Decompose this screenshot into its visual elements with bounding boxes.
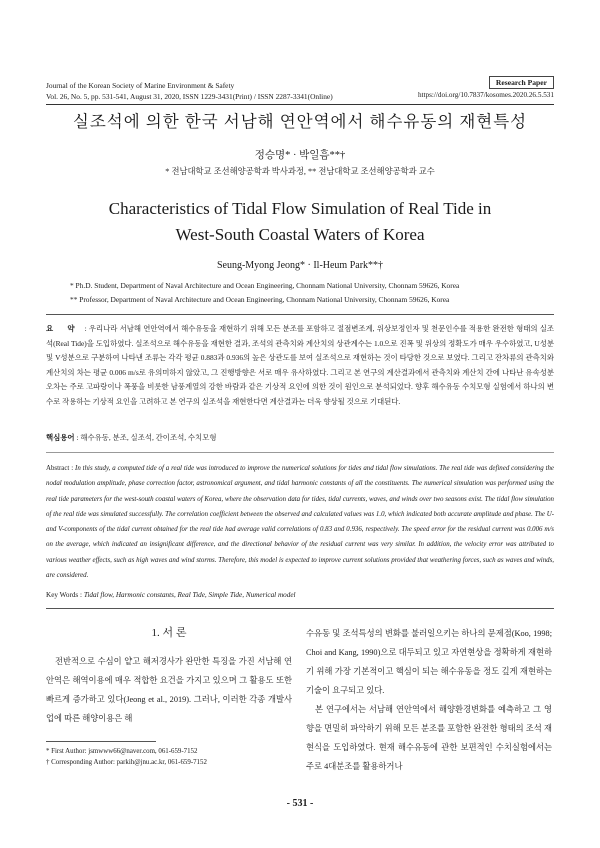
english-title [0, 196, 600, 248]
journal-volume: Vol. 26, No. 5, pp. 531-541, August 31, 2020, ISSN 1229-3431(Print) / ISSN 2287-3341(Online) [46, 92, 333, 101]
footnotes [46, 746, 207, 768]
body-column-left [46, 624, 292, 728]
english-keywords-text: Tidal flow, Harmonic constants, Real Tide, Simple Tide, Numerical model [83, 591, 296, 599]
korean-abstract-label: 요 약 [46, 324, 81, 333]
doi-link[interactable]: https://doi.org/10.7837/kosomes.2020.26.5.531 [417, 91, 554, 99]
section-heading: 1. 서 론 [151, 627, 187, 639]
body-paragraph: 본 연구에서는 서남해 연안역에서 해양환경변화를 예측하고 그 영향을 면밀히 파악하기 위해 모든 분조를 포함한 완전한 형태의 조석 재현식을 도입하였다. 현재 해수유동에 관한 보편적인 수치실험에서는 주로 4대분조를 활용하거나 [306, 705, 552, 771]
korean-abstract-text: : 우리나라 서남해 연안역에서 해수유동을 재현하기 위해 모든 분조를 포함하고 절점변조계, 위상보정인자 및 천문인수를 적용한 완전한 형태의 실조석(Real Tide)을 도입하였다. 실조석으로 해수유동을 재현한 결과, 조석의 관측치와 계산치의 상관계수는 1.0으로 진폭 및 위상의 정확도가 매우 우수하였고, U성분 및 V성분으로 구분하여 나타낸 조류는 각각 평균 0.883과 0.936의 높은 상관도를 보여 실조석으로 재현하는 것이 타당한 것으로 보였다. 그리고 잔차류의 관측치와 계산치의 차는 평균 0.006 m/s로 유의미하지 않았고, 그 진행방향은 서로 매우 유사하였다. 그리고 본 연구의 계산결과에서 관측치와 계산치 간에 나타난 유속성분 오차는 주로 고파랑이나 폭풍을 비롯한 남풍계열의 강한 바람과 같은 기상적 요인에 의한 것이 원인으로 분석되었다. 향후 해수유동 수치모형 실험에서 하나의 변수로 작용하는 기상적 요인을 고려하고 본 연구의 실조석을 재현한다면 계산결과는 더욱 향상될 것으로 기대된다. [46, 324, 554, 406]
keywords-rule [46, 452, 554, 453]
header-rule [46, 104, 554, 105]
article-type-badge: Research Paper [489, 76, 554, 89]
korean-abstract [46, 322, 554, 410]
section-rule [46, 314, 554, 315]
footnote-first-author: * First Author: jsmwww66@naver.com, 061-659-7152 [46, 748, 198, 755]
korean-keywords [46, 432, 554, 443]
abstract-end-rule [46, 608, 554, 609]
footnote-rule [46, 741, 156, 742]
body-paragraph: 전반적으로 수심이 얕고 해저경사가 완만한 특징을 가진 서남해 연안역은 해역이용에 매우 적합한 요건을 가지고 있으며 그 활용도 또한 빠르게 증가하고 있다(Jeong et al., 2019). 그러나, 이러한 각종 개발사업에 따른 해양이용은 해 [46, 657, 292, 723]
body-column-right [306, 624, 552, 776]
english-keywords-label: Key Words : [46, 591, 83, 599]
english-abstract-text: In this study, a computed tide of a real tide was introduced to improve the numerical solutions for tides and tidal flow simulations. The real tide was defined considering the nodal modulation amplitude, phase correction factor, astronomical argument, and tidal harmonic constants of all the constituents. The numerical simulation was performed using the real tide parameters for the west-south coastal waters of Korea, where the observation data for tides, tidal currents, waves, and winds over two seasons exist. The tidal flow simulation of the real tide was simulated successfully. The correlation coefficient between the observed and calculated values was 1.0, which indicated both accurate amplitude and phase. The U- and V-components of the tidal current obtained for the real tide had average valid correlations of 0.83 and 0.936, respectively. The speed error for the residual current was 0.006 m/s on the average, which indicated an insignificant difference, and the directional behavior of the residual current was very similar. In addition, the velocity error was attributed to various weather effects, such as high waves and wind storms. Therefore, this model is expected to improve current solutions provided that weathering forces, such as waves and winds, are considered. [46, 465, 554, 580]
english-abstract-label: Abstract : [46, 465, 74, 472]
body-paragraph: 수유동 및 조석특성의 변화를 불러일으키는 하나의 문제점(Koo, 1998; Choi and Kang, 1990)으로 대두되고 있고 자연현상을 정확하게 재현하기 위해 가장 기본적이고 핵심이 되는 해수유동을 정도 깊게 재현하는 기술이 요구되고 있다. [306, 629, 552, 695]
korean-keywords-label: 핵심용어 [46, 433, 75, 442]
korean-affiliation: * 전남대학교 조선해양공학과 박사과정, ** 전남대학교 조선해양공학과 교수 [165, 167, 435, 176]
english-authors: Seung-Myong Jeong* · Il-Heum Park**† [216, 260, 384, 271]
english-affiliations [70, 279, 554, 307]
korean-keywords-text: : 해수유동, 분조, 실조석, 간이조석, 수치모형 [76, 433, 217, 442]
english-abstract [46, 461, 554, 583]
english-keywords [46, 591, 554, 599]
english-title-line1: Characteristics of Tidal Flow Simulation of Real Tide in [108, 199, 492, 218]
korean-title: 실조석에 의한 한국 서남해 연안역에서 해수유동의 재현특성 [72, 112, 528, 131]
journal-name: Journal of the Korean Society of Marine Environment & Safety [46, 81, 235, 90]
korean-authors: 정승명* · 박일흠**† [254, 150, 346, 161]
journal-info [46, 80, 333, 102]
page-number: - 531 - [286, 798, 314, 809]
affiliation-professor: ** Professor, Department of Naval Architecture and Ocean Engineering, Chonnam National University, Chonnam 59626, Korea [70, 295, 450, 304]
affiliation-student: * Ph.D. Student, Department of Naval Architecture and Ocean Engineering, Chonnam National University, Chonnam 59626, Korea [70, 281, 460, 290]
english-title-line2: West-South Coastal Waters of Korea [175, 225, 425, 244]
footnote-corresponding-author: † Corresponding Author: parkih@jnu.ac.kr, 061-659-7152 [46, 759, 207, 766]
